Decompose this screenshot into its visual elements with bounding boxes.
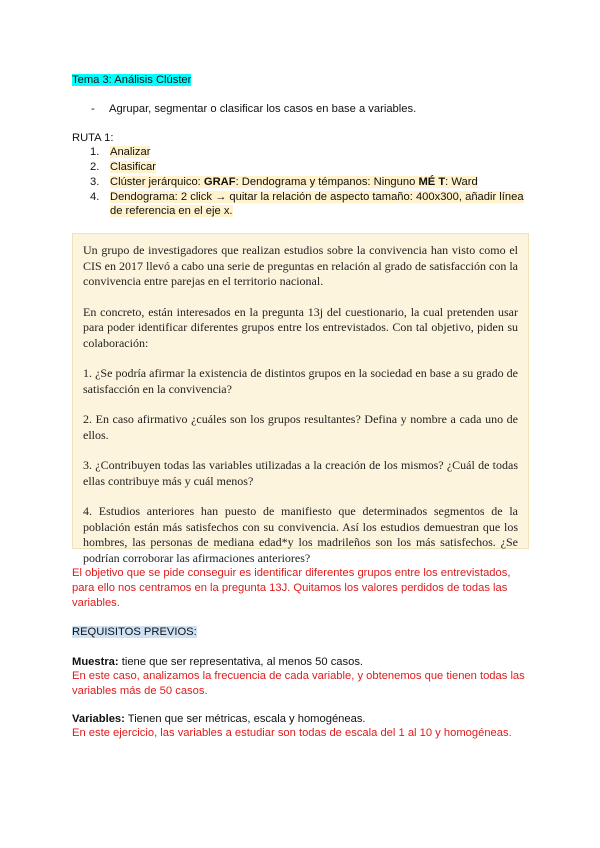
step-text bbox=[110, 176, 478, 188]
step-number: 2. bbox=[90, 161, 100, 173]
topic-title: Tema 3: Análisis Clúster bbox=[72, 74, 192, 86]
step-text: Clasificar bbox=[110, 161, 157, 173]
exercise-question: 4. Estudios anteriores han puesto de manifiesto que determinados segmentos de la población están más satisfechos con su convivencia. Así los estudios demuestran que los hombres, las personas de mediana edad*y los madrileños son los más satisfechos. ¿Se podrían corroborar las afirmaciones anteriores? bbox=[83, 504, 518, 565]
muestra-text: tiene que ser representativa, al menos 50 casos. bbox=[118, 656, 364, 668]
variables-line bbox=[72, 712, 366, 727]
exercise-statement-box bbox=[72, 233, 529, 565]
muestra-note-1: En este caso, analizamos la frecuencia de cada variable, y obtenemos que tienen todas las bbox=[72, 670, 525, 682]
step-text-post: : Ward bbox=[445, 176, 478, 188]
objective-line-2: para ello nos centramos en la pregunta 13J. Quitamos los valores perdidos de todas las bbox=[72, 582, 508, 594]
exercise-question: 3. ¿Contribuyen todas las variables utilizadas a la creación de los mismos? ¿Cuál de todas ellas contribuye más y cuál menos? bbox=[83, 458, 518, 488]
step-text-mid: : Dendograma y témpanos: Ninguno bbox=[235, 176, 419, 188]
ruta-step-3 bbox=[90, 175, 478, 190]
step-bold-graf: GRAF bbox=[203, 176, 236, 188]
step-text-continued: de referencia en el eje x. bbox=[110, 205, 233, 217]
variables-text: Tienen que ser métricas, escala y homogéneas. bbox=[124, 713, 366, 725]
ruta-step-4-cont bbox=[110, 204, 233, 219]
objective-line-3: variables. bbox=[72, 597, 120, 609]
bullet-text: Agrupar, segmentar o clasificar los casos en base a variables. bbox=[109, 103, 417, 115]
requisitos-title: REQUISITOS PREVIOS: bbox=[72, 626, 197, 638]
step-text-pre: Clúster jerárquico: bbox=[110, 176, 204, 188]
step-number: 1. bbox=[90, 146, 100, 158]
muestra-line bbox=[72, 655, 363, 670]
step-bold-met: MÉ T bbox=[418, 176, 446, 188]
ruta-step-4 bbox=[90, 190, 524, 205]
exercise-paragraph: En concreto, están interesados en la pregunta 13j del cuestionario, la cual pretenden usar para poder identificar diferentes grupos entre los entrevistados. Con tal objetivo, piden su colaboración: bbox=[83, 304, 518, 350]
variables-note: En este ejercicio, las variables a estudiar son todas de escala del 1 al 10 y homogéneas. bbox=[72, 727, 512, 739]
ruta-step-1 bbox=[90, 145, 150, 160]
muestra-label: Muestra: bbox=[72, 656, 119, 668]
exercise-question: 2. En caso afirmativo ¿cuáles son los grupos resultantes? Defina y nombre a cada uno de ellos. bbox=[83, 412, 518, 442]
topic-heading bbox=[72, 73, 191, 88]
muestra-note-2: variables más de 50 casos. bbox=[72, 685, 208, 697]
bullet-dash: - bbox=[91, 103, 95, 115]
objective-line-1: El objetivo que se pide conseguir es identificar diferentes grupos entre los entrevistados, bbox=[72, 567, 511, 579]
step-number: 3. bbox=[90, 176, 100, 188]
step-number: 4. bbox=[90, 191, 100, 203]
step-text: Analizar bbox=[110, 146, 151, 158]
requisitos-heading bbox=[72, 625, 197, 640]
step-text: Dendograma: 2 click → quitar la relación de aspecto tamaño: 400x300, añadir línea bbox=[110, 191, 524, 203]
exercise-question: 1. ¿Se podría afirmar la existencia de distintos grupos en la sociedad en base a su grado de satisfacción en la convivencia? bbox=[83, 366, 518, 396]
ruta-step-2 bbox=[90, 160, 156, 175]
variables-label: Variables: bbox=[72, 713, 125, 725]
ruta-label: RUTA 1: bbox=[72, 132, 114, 144]
exercise-paragraph: Un grupo de investigadores que realizan estudios sobre la convivencia han visto como el CIS en 2017 llevó a cabo una serie de preguntas en relación al grado de satisfacción con la convivencia entre parejas en el territorio nacional. bbox=[83, 243, 518, 288]
